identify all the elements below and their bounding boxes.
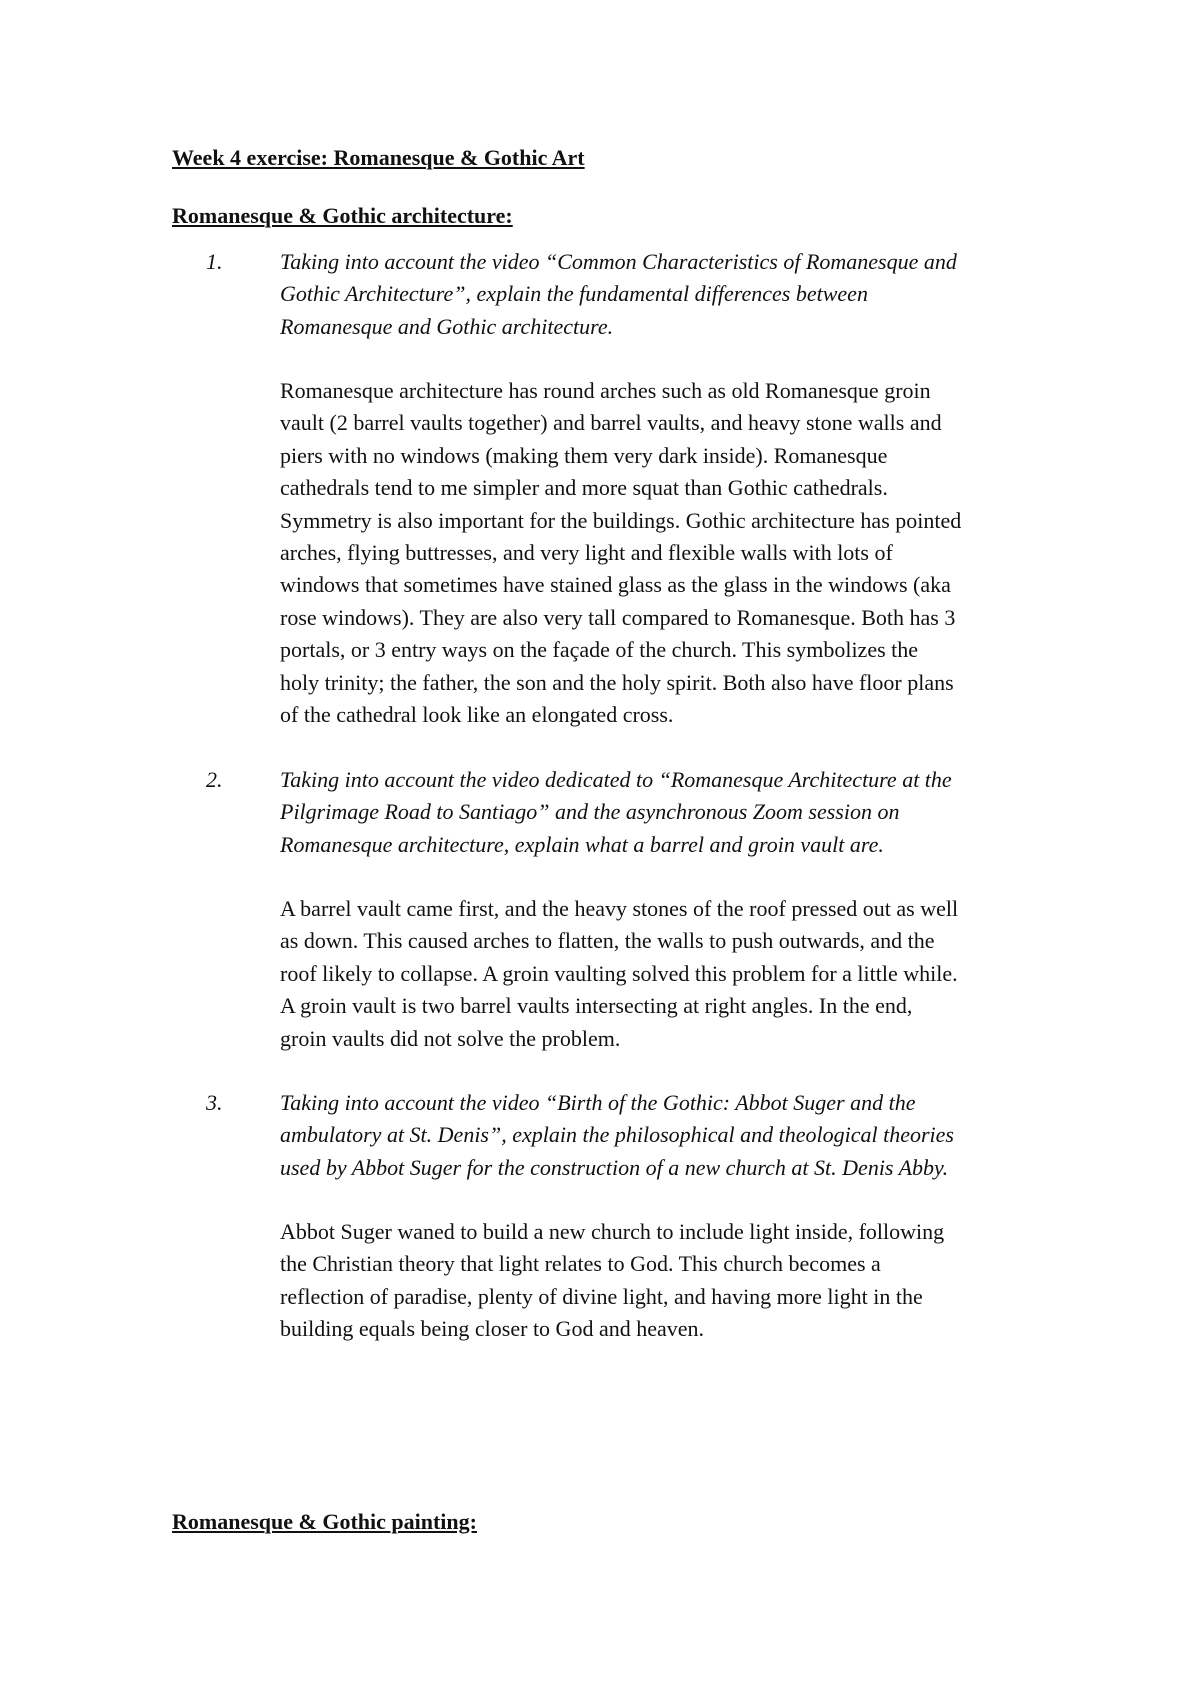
answer-line: as down. This caused arches to flatten, the walls to push outwards, and the — [280, 928, 935, 954]
question-1-answer — [280, 375, 1050, 731]
question-1-prompt — [280, 246, 1040, 343]
prompt-line: Romanesque and Gothic architecture. — [280, 313, 614, 339]
answer-line: reflection of paradise, plenty of divine light, and having more light in the — [280, 1283, 923, 1309]
answer-line: A barrel vault came first, and the heavy stones of the roof pressed out as well — [280, 896, 959, 921]
question-number-2: 2. — [206, 767, 223, 792]
answer-line: of the cathedral look like an elongated cross. — [280, 702, 674, 728]
prompt-line: ambulatory at St. Denis”, explain the philosophical and theological theories — [280, 1122, 954, 1148]
answer-line: rose windows). They are also very tall compared to Romanesque. Both has 3 — [280, 604, 956, 630]
answer-line: Abbot Suger waned to build a new church to include light inside, following — [280, 1219, 945, 1244]
document-title: Week 4 exercise: Romanesque & Gothic Art — [172, 145, 585, 170]
question-3-answer — [280, 1216, 1050, 1346]
answer-line: the Christian theory that light relates to God. This church becomes a — [280, 1251, 881, 1277]
question-number-1: 1. — [206, 249, 223, 274]
answer-line: piers with no windows (making them very dark inside). Romanesque — [280, 442, 888, 468]
question-3-prompt — [280, 1087, 1040, 1184]
prompt-line: Taking into account the video dedicated to “Romanesque Architecture at the — [280, 767, 952, 792]
prompt-line: Pilgrimage Road to Santiago” and the asynchronous Zoom session on — [280, 799, 900, 825]
answer-line: holy trinity; the father, the son and the holy spirit. Both also have floor plans — [280, 669, 954, 695]
answer-line: groin vaults did not solve the problem. — [280, 1025, 621, 1051]
question-2-answer — [280, 893, 1050, 1055]
question-number-3: 3. — [206, 1090, 223, 1115]
answer-line: windows that sometimes have stained glass as the glass in the windows (aka — [280, 572, 951, 598]
section-heading-architecture: Romanesque & Gothic architecture: — [172, 203, 513, 228]
answer-line: roof likely to collapse. A groin vaulting solved this problem for a little while. — [280, 960, 958, 986]
answer-line: building equals being closer to God and heaven. — [280, 1316, 705, 1342]
prompt-line: Taking into account the video “Birth of the Gothic: Abbot Suger and the — [280, 1090, 916, 1115]
question-2-prompt — [280, 764, 1040, 861]
answer-line: Symmetry is also important for the buildings. Gothic architecture has pointed — [280, 507, 962, 533]
answer-line: portals, or 3 entry ways on the façade of the church. This symbolizes the — [280, 637, 919, 663]
prompt-line: Taking into account the video “Common Characteristics of Romanesque and — [280, 249, 957, 274]
section-heading-painting: Romanesque & Gothic painting: — [172, 1509, 477, 1534]
prompt-line: Gothic Architecture”, explain the fundamental differences between — [280, 281, 868, 307]
prompt-line: Romanesque architecture, explain what a barrel and groin vault are. — [280, 831, 884, 857]
answer-line: arches, flying buttresses, and very light and flexible walls with lots of — [280, 540, 893, 566]
prompt-line: used by Abbot Suger for the construction of a new church at St. Denis Abby. — [280, 1154, 949, 1180]
answer-line: A groin vault is two barrel vaults intersecting at right angles. In the end, — [280, 993, 913, 1019]
answer-line: cathedrals tend to me simpler and more squat than Gothic cathedrals. — [280, 475, 888, 501]
answer-line: Romanesque architecture has round arches such as old Romanesque groin — [280, 378, 931, 403]
answer-line: vault (2 barrel vaults together) and barrel vaults, and heavy stone walls and — [280, 410, 942, 436]
